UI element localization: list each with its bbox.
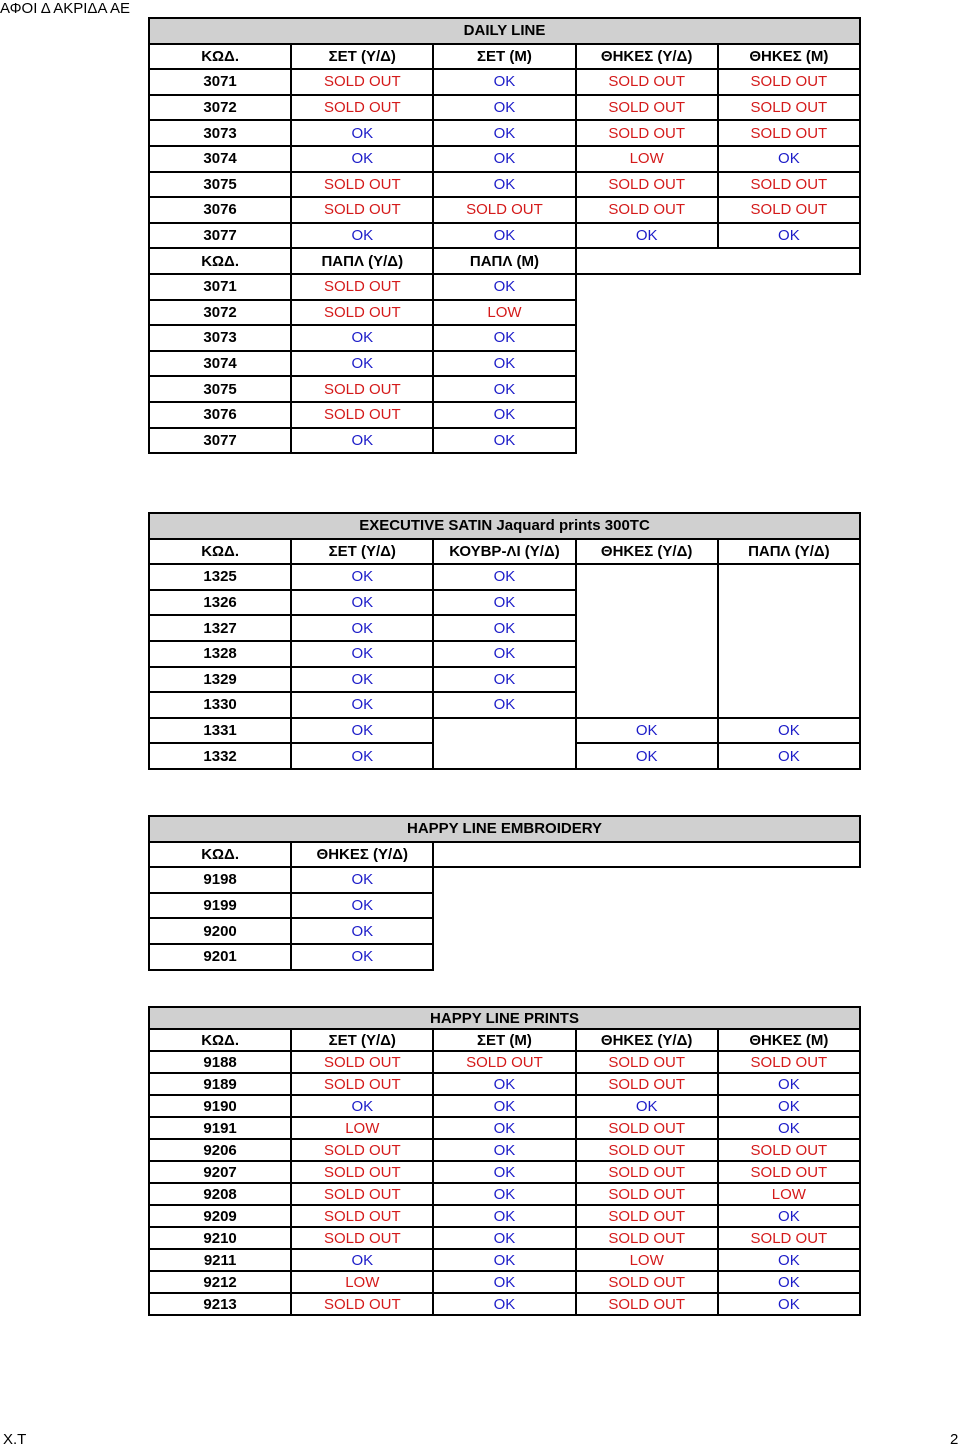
stock-status: OK <box>718 1271 860 1293</box>
stock-status: SOLD OUT <box>718 1227 860 1249</box>
stock-status: OK <box>291 867 433 893</box>
stock-status: LOW <box>576 1249 718 1271</box>
stock-status: LOW <box>576 146 718 172</box>
stock-status: OK <box>576 223 718 249</box>
product-code: 1330 <box>149 692 291 718</box>
stock-status: OK <box>718 718 860 744</box>
table-row <box>149 1293 860 1315</box>
column-header: ΠΑΠΛ (Υ/Δ) <box>291 248 433 274</box>
stock-status: OK <box>433 1271 575 1293</box>
product-code: 1328 <box>149 641 291 667</box>
stock-status: OK <box>291 1249 433 1271</box>
stock-status: OK <box>433 325 575 351</box>
table-row <box>149 274 860 300</box>
stock-status: SOLD OUT <box>291 1161 433 1183</box>
embroidery-rows <box>149 867 860 969</box>
stock-status: OK <box>291 351 433 377</box>
stock-status: OK <box>718 223 860 249</box>
product-code: 1325 <box>149 564 291 590</box>
stock-status: LOW <box>718 1183 860 1205</box>
stock-status: SOLD OUT <box>576 69 718 95</box>
stock-status: SOLD OUT <box>291 1205 433 1227</box>
stock-status: OK <box>291 428 433 454</box>
stock-status: OK <box>433 1073 575 1095</box>
stock-status: OK <box>291 564 433 590</box>
stock-status: LOW <box>433 300 575 326</box>
prints-title: HAPPY LINE PRINTS <box>149 1007 860 1029</box>
executive-header <box>149 539 860 565</box>
stock-status: SOLD OUT <box>576 1227 718 1249</box>
page-number: 2 <box>950 1431 959 1448</box>
column-header: ΘΗΚΕΣ (Υ/Δ) <box>576 44 718 70</box>
product-code: 9190 <box>149 1095 291 1117</box>
stock-status: SOLD OUT <box>291 402 433 428</box>
product-code: 9201 <box>149 944 291 970</box>
embroidery-table <box>148 815 861 971</box>
stock-status: OK <box>433 1139 575 1161</box>
stock-status: OK <box>718 1205 860 1227</box>
product-code: 1327 <box>149 615 291 641</box>
daily-rows-sets <box>149 69 860 248</box>
stock-status: SOLD OUT <box>291 1139 433 1161</box>
table-row <box>149 1227 860 1249</box>
product-code: 9206 <box>149 1139 291 1161</box>
stock-status: OK <box>291 120 433 146</box>
stock-status: SOLD OUT <box>718 172 860 198</box>
stock-status: OK <box>576 743 718 769</box>
product-code: 3071 <box>149 69 291 95</box>
table-row <box>149 867 860 893</box>
column-header: ΚΩΔ. <box>149 539 291 565</box>
stock-status: SOLD OUT <box>576 172 718 198</box>
product-code: 9210 <box>149 1227 291 1249</box>
product-code: 9213 <box>149 1293 291 1315</box>
column-header: ΣΕΤ (Υ/Δ) <box>291 1029 433 1051</box>
daily-rows-duvet <box>149 274 860 453</box>
stock-status: SOLD OUT <box>718 1139 860 1161</box>
table-row <box>149 918 860 944</box>
daily-header-duvet <box>149 248 860 274</box>
executive-table <box>148 512 861 770</box>
column-header: ΚΩΔ. <box>149 44 291 70</box>
prints-header <box>149 1029 860 1051</box>
header-row <box>149 539 860 565</box>
column-header: ΣΕΤ (Υ/Δ) <box>291 539 433 565</box>
table-row <box>149 944 860 970</box>
product-code: 1329 <box>149 667 291 693</box>
product-code: 3072 <box>149 300 291 326</box>
column-header: ΚΩΔ. <box>149 248 291 274</box>
product-code: 3073 <box>149 325 291 351</box>
product-code: 9211 <box>149 1249 291 1271</box>
stock-status: SOLD OUT <box>433 197 575 223</box>
stock-status: OK <box>718 146 860 172</box>
stock-status: SOLD OUT <box>291 1227 433 1249</box>
product-code: 3076 <box>149 197 291 223</box>
column-header: ΘΗΚΕΣ (Μ) <box>718 1029 860 1051</box>
stock-status: SOLD OUT <box>718 1161 860 1183</box>
table-row <box>149 120 860 146</box>
column-header: ΚΩΔ. <box>149 842 291 868</box>
stock-status: SOLD OUT <box>576 1117 718 1139</box>
stock-status: OK <box>718 1117 860 1139</box>
product-code: 3072 <box>149 95 291 121</box>
table-row <box>149 1095 860 1117</box>
stock-status: OK <box>433 376 575 402</box>
blank-area <box>576 248 860 274</box>
blank-area <box>433 842 860 868</box>
stock-status: SOLD OUT <box>576 1161 718 1183</box>
stock-status: OK <box>433 146 575 172</box>
executive-title: EXECUTIVE SATIN Jaquard prints 300TC <box>149 513 860 539</box>
header-row <box>149 1029 860 1051</box>
product-code: 9189 <box>149 1073 291 1095</box>
product-code: 9212 <box>149 1271 291 1293</box>
table-row <box>149 376 860 402</box>
table-row <box>149 1051 860 1073</box>
stock-status: SOLD OUT <box>576 95 718 121</box>
stock-status: SOLD OUT <box>718 197 860 223</box>
table-row <box>149 1249 860 1271</box>
stock-status: OK <box>718 743 860 769</box>
table-row <box>149 1271 860 1293</box>
stock-status: OK <box>291 893 433 919</box>
table-row <box>149 1161 860 1183</box>
stock-status: SOLD OUT <box>718 120 860 146</box>
table-row <box>149 325 860 351</box>
stock-status: OK <box>291 692 433 718</box>
stock-status: OK <box>718 1095 860 1117</box>
stock-status: OK <box>433 1227 575 1249</box>
stock-status: SOLD OUT <box>576 197 718 223</box>
table-row <box>149 146 860 172</box>
column-header: ΣΕΤ (Μ) <box>433 1029 575 1051</box>
column-header: ΘΗΚΕΣ (Υ/Δ) <box>576 539 718 565</box>
header-row <box>149 842 860 868</box>
stock-status: SOLD OUT <box>291 69 433 95</box>
stock-status: SOLD OUT <box>718 69 860 95</box>
table-row <box>149 893 860 919</box>
product-code: 3075 <box>149 376 291 402</box>
embroidery-title: HAPPY LINE EMBROIDERY <box>149 816 860 842</box>
stock-status: OK <box>291 718 433 744</box>
stock-status: OK <box>291 146 433 172</box>
empty-cell <box>576 564 718 718</box>
stock-status: SOLD OUT <box>718 1051 860 1073</box>
stock-status: SOLD OUT <box>718 95 860 121</box>
stock-status: SOLD OUT <box>291 172 433 198</box>
table-row <box>149 402 860 428</box>
stock-status: SOLD OUT <box>291 300 433 326</box>
stock-status: OK <box>433 172 575 198</box>
header-row <box>149 44 860 70</box>
stock-status: OK <box>433 564 575 590</box>
table-row <box>149 1117 860 1139</box>
daily-line-title: DAILY LINE <box>149 18 860 44</box>
product-code: 3074 <box>149 146 291 172</box>
stock-status: OK <box>291 1095 433 1117</box>
product-code: 3073 <box>149 120 291 146</box>
stock-status: OK <box>433 1183 575 1205</box>
product-code: 3075 <box>149 172 291 198</box>
stock-status: OK <box>433 120 575 146</box>
stock-status: OK <box>291 918 433 944</box>
table-row <box>149 564 860 590</box>
daily-line-table <box>148 17 861 454</box>
product-code: 9191 <box>149 1117 291 1139</box>
product-code: 1332 <box>149 743 291 769</box>
stock-status: OK <box>291 667 433 693</box>
stock-status: SOLD OUT <box>576 1139 718 1161</box>
stock-status: SOLD OUT <box>433 1051 575 1073</box>
stock-status: SOLD OUT <box>291 376 433 402</box>
column-header: ΚΩΔ. <box>149 1029 291 1051</box>
stock-status: SOLD OUT <box>291 1051 433 1073</box>
footer-initials: Χ.Τ <box>3 1431 27 1448</box>
column-header: ΘΗΚΕΣ (Υ/Δ) <box>576 1029 718 1051</box>
stock-status: SOLD OUT <box>576 1205 718 1227</box>
table-row <box>149 172 860 198</box>
stock-status: OK <box>433 69 575 95</box>
daily-header-sets <box>149 44 860 70</box>
product-code: 3076 <box>149 402 291 428</box>
company-name: ΑΦΟΙ Δ ΑΚΡΙΔΑ ΑΕ <box>0 0 130 17</box>
stock-status: OK <box>433 1117 575 1139</box>
product-code: 3074 <box>149 351 291 377</box>
stock-status: OK <box>433 274 575 300</box>
stock-status: SOLD OUT <box>291 1293 433 1315</box>
stock-status: OK <box>433 1293 575 1315</box>
stock-status: OK <box>291 743 433 769</box>
column-header: ΣΕΤ (Μ) <box>433 44 575 70</box>
stock-status: OK <box>576 1095 718 1117</box>
table-row <box>149 197 860 223</box>
stock-status: OK <box>433 615 575 641</box>
stock-status: OK <box>433 641 575 667</box>
column-header: ΚΟΥΒΡ-ΛΙ (Υ/Δ) <box>433 539 575 565</box>
stock-status: SOLD OUT <box>291 1073 433 1095</box>
stock-status: SOLD OUT <box>576 120 718 146</box>
product-code: 9198 <box>149 867 291 893</box>
table-row <box>149 95 860 121</box>
stock-status: OK <box>433 590 575 616</box>
stock-status: OK <box>433 95 575 121</box>
product-code: 3077 <box>149 428 291 454</box>
table-row <box>149 1205 860 1227</box>
table-row <box>149 1139 860 1161</box>
stock-status: OK <box>433 402 575 428</box>
stock-status: OK <box>291 944 433 970</box>
stock-status: OK <box>718 1073 860 1095</box>
column-header: ΠΑΠΛ (Μ) <box>433 248 575 274</box>
stock-status: LOW <box>291 1271 433 1293</box>
table-row <box>149 69 860 95</box>
stock-status: OK <box>433 1205 575 1227</box>
table-row <box>149 1073 860 1095</box>
stock-status: LOW <box>291 1117 433 1139</box>
product-code: 9209 <box>149 1205 291 1227</box>
product-code: 9208 <box>149 1183 291 1205</box>
stock-status: OK <box>291 641 433 667</box>
table-row <box>149 300 860 326</box>
stock-status: OK <box>433 667 575 693</box>
stock-status: OK <box>433 1249 575 1271</box>
stock-status: SOLD OUT <box>291 197 433 223</box>
stock-status: SOLD OUT <box>291 95 433 121</box>
stock-status: OK <box>433 351 575 377</box>
stock-status: OK <box>433 223 575 249</box>
empty-cell <box>433 718 575 769</box>
stock-status: SOLD OUT <box>576 1183 718 1205</box>
column-header: ΘΗΚΕΣ (Μ) <box>718 44 860 70</box>
stock-status: SOLD OUT <box>291 274 433 300</box>
product-code: 1331 <box>149 718 291 744</box>
product-code: 9188 <box>149 1051 291 1073</box>
header-row <box>149 248 860 274</box>
stock-status: OK <box>291 223 433 249</box>
stock-status: OK <box>291 325 433 351</box>
stock-status: OK <box>291 590 433 616</box>
product-code: 9200 <box>149 918 291 944</box>
stock-status: OK <box>433 1161 575 1183</box>
column-header: ΠΑΠΛ (Υ/Δ) <box>718 539 860 565</box>
product-code: 3071 <box>149 274 291 300</box>
stock-status: SOLD OUT <box>576 1271 718 1293</box>
stock-status: SOLD OUT <box>576 1073 718 1095</box>
product-code: 9207 <box>149 1161 291 1183</box>
table-row <box>149 351 860 377</box>
stock-status: OK <box>576 718 718 744</box>
stock-status: SOLD OUT <box>576 1051 718 1073</box>
stock-status: SOLD OUT <box>576 1293 718 1315</box>
stock-status: OK <box>291 615 433 641</box>
product-code: 9199 <box>149 893 291 919</box>
table-row <box>149 428 860 454</box>
stock-status: SOLD OUT <box>291 1183 433 1205</box>
prints-table <box>148 1006 861 1316</box>
product-code: 1326 <box>149 590 291 616</box>
embroidery-header <box>149 842 860 868</box>
stock-status: OK <box>718 1293 860 1315</box>
executive-rows <box>149 564 860 769</box>
table-row <box>149 1183 860 1205</box>
column-header: ΘΗΚΕΣ (Υ/Δ) <box>291 842 433 868</box>
prints-rows <box>149 1051 860 1315</box>
stock-status: OK <box>433 1095 575 1117</box>
table-row <box>149 223 860 249</box>
stock-status: OK <box>433 692 575 718</box>
empty-cell <box>718 564 860 718</box>
column-header: ΣΕΤ (Υ/Δ) <box>291 44 433 70</box>
product-code: 3077 <box>149 223 291 249</box>
table-row <box>149 718 860 744</box>
stock-status: OK <box>433 428 575 454</box>
stock-status: OK <box>718 1249 860 1271</box>
